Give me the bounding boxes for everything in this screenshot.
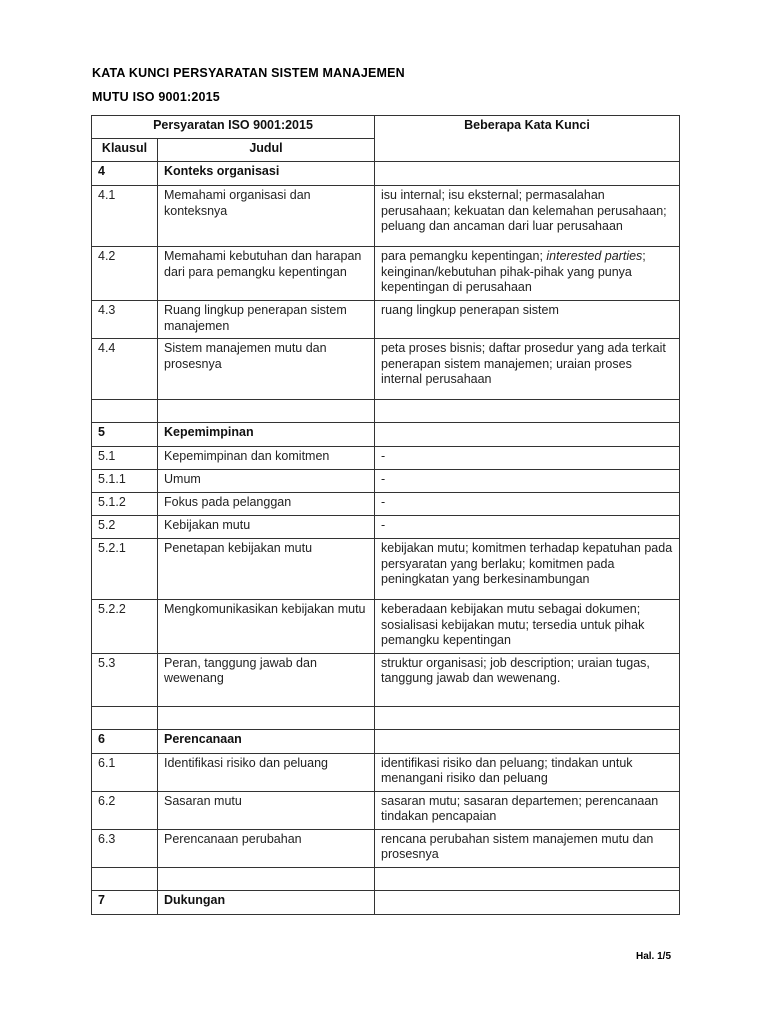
kata-kunci-text: para pemangku kepentingan; xyxy=(381,249,547,263)
header-judul-cell: Judul xyxy=(158,139,375,162)
table-row xyxy=(92,516,680,539)
klausul-cell xyxy=(92,706,158,729)
kata-kunci-cell: rencana perubahan sistem manajemen mutu dan prosesnya xyxy=(375,829,680,867)
table-row xyxy=(92,753,680,791)
judul-cell: Umum xyxy=(158,470,375,493)
klausul-cell: 6.3 xyxy=(92,829,158,867)
kata-kunci-cell: struktur organisasi; job description; uraian tugas, tanggung jawab dan wewenang. xyxy=(375,653,680,706)
table-row xyxy=(92,600,680,654)
table-row xyxy=(92,653,680,706)
judul-cell: Perencanaan xyxy=(158,729,375,753)
kata-kunci-cell xyxy=(375,890,680,914)
klausul-cell: 4.4 xyxy=(92,339,158,400)
klausul-cell: 6.1 xyxy=(92,753,158,791)
table-row xyxy=(92,890,680,914)
judul-cell xyxy=(158,706,375,729)
table-row xyxy=(92,423,680,447)
table-row xyxy=(92,470,680,493)
klausul-cell: 5.3 xyxy=(92,653,158,706)
kata-kunci-italic-text: interested parties xyxy=(546,249,643,263)
table-row xyxy=(92,162,680,186)
kata-kunci-cell xyxy=(375,400,680,423)
kata-kunci-cell: kebijakan mutu; komitmen terhadap kepatuhan pada persyaratan yang berlaku; komitmen pada peningkatan yang berkesinambungan xyxy=(375,539,680,600)
judul-cell: Perencanaan perubahan xyxy=(158,829,375,867)
judul-cell: Memahami kebutuhan dan harapan dari para pemangku kepentingan xyxy=(158,247,375,301)
kata-kunci-cell: - xyxy=(375,470,680,493)
judul-cell: Identifikasi risiko dan peluang xyxy=(158,753,375,791)
table-row xyxy=(92,400,680,423)
klausul-cell xyxy=(92,400,158,423)
header-kata-kunci-cell: Beberapa Kata Kunci xyxy=(375,116,680,162)
kata-kunci-cell: isu internal; isu eksternal; permasalahan perusahaan; kekuatan dan kelemahan perusahaan; peluang dan ancaman dari luar perusahaan xyxy=(375,186,680,247)
judul-cell: Sasaran mutu xyxy=(158,791,375,829)
table-row xyxy=(92,791,680,829)
kata-kunci-cell: - xyxy=(375,493,680,516)
klausul-cell: 4.1 xyxy=(92,186,158,247)
kata-kunci-cell: - xyxy=(375,516,680,539)
judul-cell: Ruang lingkup penerapan sistem manajemen xyxy=(158,301,375,339)
judul-cell: Kepemimpinan xyxy=(158,423,375,447)
table-row xyxy=(92,729,680,753)
klausul-cell: 5.1.1 xyxy=(92,470,158,493)
kata-kunci-cell xyxy=(375,162,680,186)
judul-cell: Mengkomunikasikan kebijakan mutu xyxy=(158,600,375,654)
klausul-cell: 4 xyxy=(92,162,158,186)
klausul-cell: 6.2 xyxy=(92,791,158,829)
kata-kunci-cell: sasaran mutu; sasaran departemen; perencanaan tindakan pencapaian xyxy=(375,791,680,829)
judul-cell: Dukungan xyxy=(158,890,375,914)
judul-cell: Peran, tanggung jawab dan wewenang xyxy=(158,653,375,706)
table-header-row-1 xyxy=(92,116,680,139)
kata-kunci-cell xyxy=(375,867,680,890)
document-title-line2: MUTU ISO 9001:2015 xyxy=(92,90,220,104)
judul-cell: Sistem manajemen mutu dan prosesnya xyxy=(158,339,375,400)
judul-cell: Kepemimpinan dan komitmen xyxy=(158,447,375,470)
kata-kunci-cell xyxy=(375,729,680,753)
kata-kunci-cell: identifikasi risiko dan peluang; tindakan untuk menangani risiko dan peluang xyxy=(375,753,680,791)
table-row xyxy=(92,493,680,516)
requirements-table xyxy=(91,115,680,915)
table-row xyxy=(92,339,680,400)
kata-kunci-cell: ruang lingkup penerapan sistem xyxy=(375,301,680,339)
klausul-cell: 6 xyxy=(92,729,158,753)
judul-cell: Konteks organisasi xyxy=(158,162,375,186)
klausul-cell: 5 xyxy=(92,423,158,447)
kata-kunci-cell xyxy=(375,247,680,301)
table-row xyxy=(92,186,680,247)
header-klausul-cell: Klausul xyxy=(92,139,158,162)
table-row xyxy=(92,447,680,470)
judul-cell xyxy=(158,867,375,890)
klausul-cell: 4.3 xyxy=(92,301,158,339)
klausul-cell: 4.2 xyxy=(92,247,158,301)
kata-kunci-cell xyxy=(375,706,680,729)
kata-kunci-text: ; keinginan/kebutuhan pihak-pihak yang punya kepentingan di perusahaan xyxy=(381,249,646,294)
klausul-cell: 5.2.1 xyxy=(92,539,158,600)
kata-kunci-cell: keberadaan kebijakan mutu sebagai dokumen; sosialisasi kebijakan mutu; tersedia untuk pihak pemangku kepentingan xyxy=(375,600,680,654)
klausul-cell: 5.1.2 xyxy=(92,493,158,516)
judul-cell: Kebijakan mutu xyxy=(158,516,375,539)
judul-cell xyxy=(158,400,375,423)
klausul-cell xyxy=(92,867,158,890)
table-row xyxy=(92,301,680,339)
judul-cell: Fokus pada pelanggan xyxy=(158,493,375,516)
header-group-cell: Persyaratan ISO 9001:2015 xyxy=(92,116,375,139)
table-row xyxy=(92,867,680,890)
document-title-line1: KATA KUNCI PERSYARATAN SISTEM MANAJEMEN xyxy=(92,66,405,80)
klausul-cell: 5.2 xyxy=(92,516,158,539)
judul-cell: Penetapan kebijakan mutu xyxy=(158,539,375,600)
kata-kunci-cell: peta proses bisnis; daftar prosedur yang ada terkait penerapan sistem manajemen; uraian proses internal perusahaan xyxy=(375,339,680,400)
klausul-cell: 7 xyxy=(92,890,158,914)
kata-kunci-cell xyxy=(375,423,680,447)
table-row xyxy=(92,829,680,867)
table-row xyxy=(92,247,680,301)
klausul-cell: 5.2.2 xyxy=(92,600,158,654)
table-row xyxy=(92,706,680,729)
judul-cell: Memahami organisasi dan konteksnya xyxy=(158,186,375,247)
page-number: Hal. 1/5 xyxy=(636,951,672,962)
kata-kunci-cell: - xyxy=(375,447,680,470)
klausul-cell: 5.1 xyxy=(92,447,158,470)
table-row xyxy=(92,539,680,600)
